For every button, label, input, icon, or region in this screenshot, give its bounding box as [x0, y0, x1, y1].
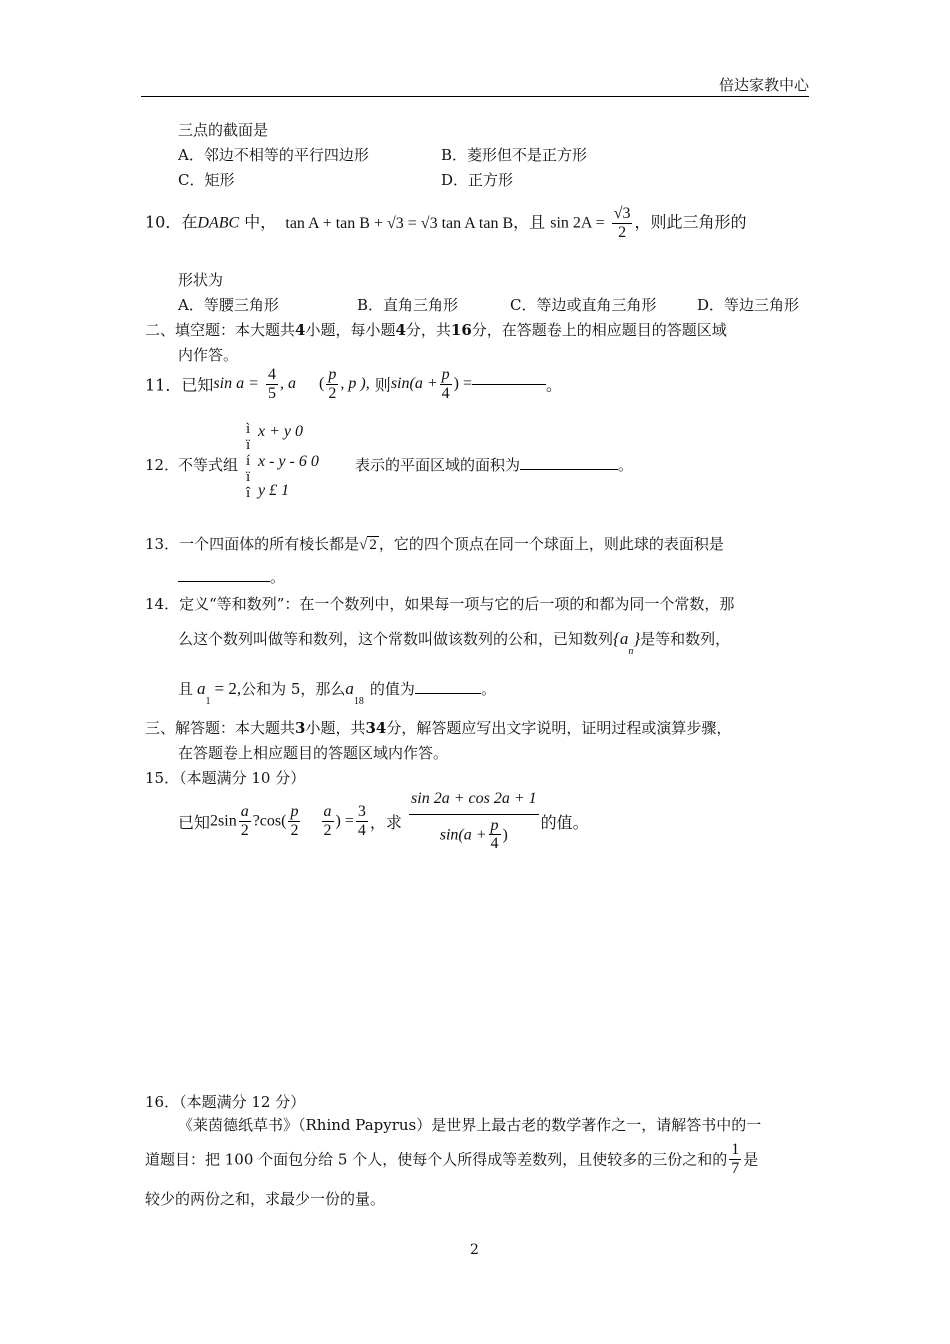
q12-end: 。 — [618, 456, 634, 474]
q14-a1: a — [197, 679, 206, 698]
q15-equals: ) = — [335, 812, 354, 830]
q10-fraction — [612, 205, 633, 241]
q13-radicand: 2 — [369, 537, 377, 553]
q15-frac-1 — [239, 803, 251, 839]
q10-sin-expr: sin 2A = — [550, 214, 605, 232]
q12-answer-blank[interactable] — [520, 469, 618, 470]
q11-pre: 已知 — [181, 375, 214, 395]
section3-total: 34 — [365, 719, 387, 737]
q13 — [145, 533, 724, 554]
q11-number: 11． — [145, 375, 182, 395]
q15-frac-4-num: 3 — [357, 803, 366, 821]
q15-ask: ，求 — [369, 812, 402, 832]
section2-text-c: 分，共 — [405, 321, 451, 339]
section2-text-a: 二、填空题：本大题共 — [145, 321, 296, 339]
q14-a1-value: = 2, — [214, 679, 242, 698]
q16-frac-den: 7 — [731, 1159, 740, 1177]
q15-frac-3 — [322, 803, 334, 839]
q15-frac-3-num: a — [323, 803, 332, 821]
q13-number: 13． — [145, 535, 180, 553]
q16-line2 — [145, 1141, 758, 1177]
q11-close: ) = — [453, 375, 472, 393]
section2-points: 4 — [395, 321, 406, 339]
q14-line3-a: 且 — [178, 680, 194, 698]
q11-paren: ( — [319, 375, 325, 393]
q9-option-c: C．矩形 — [178, 171, 235, 189]
section3-text-b: 小题，共 — [305, 719, 366, 737]
section2-text-b: 小题，每小题 — [305, 321, 396, 339]
q14-line3 — [178, 678, 496, 707]
q10-number: 10． — [145, 212, 182, 232]
q14-seq-sub: n — [628, 646, 634, 657]
q13-pre: 一个四面体的所有棱长都是 — [179, 535, 360, 553]
q11-frac-2-num: p — [328, 366, 337, 383]
q16-line1: 《莱茵德纸草书》（Rhind Papyrus）是世界上最古老的数学著作之一，请解答书中的一 — [178, 1116, 762, 1134]
q11 — [145, 366, 562, 402]
q14-seq-close: } — [633, 629, 641, 648]
q11-frac-2-den: 2 — [328, 384, 337, 402]
q11-alpha: , a — [279, 375, 296, 393]
q15-body — [178, 790, 589, 853]
section3-heading — [145, 717, 731, 738]
q11-then: 则 — [374, 375, 391, 395]
q14-a18-sub: 18 — [353, 696, 364, 707]
q12-brace: ì ï í ï î — [246, 421, 251, 501]
q10-option-c: C．等边或直角三角形 — [510, 296, 657, 314]
q12-post — [355, 454, 633, 475]
q14-a1-sub: 1 — [205, 696, 211, 707]
q14-end: 。 — [480, 680, 496, 698]
section3-text-c: 分，解答题应写出文字说明，证明过程或演算步骤， — [386, 719, 732, 737]
q12-post-text: 表示的平面区域的面积为 — [355, 456, 521, 474]
q10-triangle: DABC — [197, 214, 240, 232]
q10-option-d: D．等边三角形 — [697, 296, 800, 314]
section2-total: 16 — [450, 321, 472, 339]
q10-tail: ，则此三角形的 — [634, 212, 747, 232]
q16-fraction — [729, 1141, 741, 1177]
q9-option-d: D．正方形 — [441, 171, 514, 189]
q14-line3-c: 的值为 — [369, 680, 415, 698]
q10-and: ，且 — [513, 212, 546, 232]
q15-den-a: sin(a + — [439, 825, 487, 843]
q15-frac-1-num: a — [240, 803, 249, 821]
q16-line2-text: 道题目：把 100 个面包分给 5 个人，使每个人所得成等差数列，且使较多的三份之和的 — [145, 1150, 728, 1169]
section3-count: 3 — [295, 719, 306, 737]
section2-text-d: 分，在答题卷上的相应题目的答题区域 — [471, 321, 727, 339]
q15-den-frac-num: p — [490, 816, 499, 834]
q15-pre: 已知 — [178, 812, 211, 832]
q15-den-b: ) — [502, 825, 508, 843]
q14-number: 14． — [145, 595, 180, 613]
section2-heading — [145, 319, 727, 340]
q15-two-sin: 2sin — [210, 812, 237, 830]
q15-frac-2 — [288, 803, 300, 839]
q13-end: 。 — [270, 568, 286, 586]
q14-line2-end: 是等和数列， — [640, 630, 731, 648]
q14-line3-b: 公和为 5，那么 — [241, 680, 346, 698]
q15-head: 15．（本题满分 10 分） — [145, 769, 306, 787]
q12-number: 12． — [145, 456, 180, 474]
q14-line1-text: 定义“等和数列”：在一个数列中，如果每一项与它的后一项的和都为同一个常数，那 — [179, 595, 735, 613]
q10-line2: 形状为 — [178, 271, 224, 289]
q13-sqrt: √ 2 — [359, 537, 377, 553]
header-title: 倍达家教中心 — [718, 76, 809, 94]
q15-frac-4-den: 4 — [357, 821, 366, 839]
q15-big-denominator — [409, 815, 539, 853]
q10-stem — [145, 205, 747, 241]
q15-cos: ?cos( — [252, 812, 287, 830]
q11-sin: sin a = — [213, 375, 259, 393]
q14-line2 — [178, 628, 731, 657]
q14-line2-text: 么这个数列叫做等和数列，这个常数叫做该数列的公和，已知数列 — [178, 630, 614, 648]
q10-option-a: A．等腰三角形 — [178, 296, 279, 314]
q12-row3: y £ 1 — [258, 482, 290, 499]
q15-den-frac-den: 4 — [490, 835, 499, 853]
q15-big-fraction — [409, 790, 539, 853]
page-header — [141, 66, 809, 97]
q11-expr: sin(a + — [390, 375, 438, 393]
q14-line1 — [145, 593, 734, 614]
q10-pre: 在 — [181, 212, 198, 232]
page-number: 2 — [470, 1242, 479, 1258]
q10-frac-denominator: 2 — [618, 223, 627, 241]
q12-row1: x + y 0 — [258, 423, 303, 440]
q15-end: 的值。 — [540, 812, 589, 832]
q10-mid: 中， — [244, 212, 277, 232]
q9-stem-tail: 三点的截面是 — [178, 121, 269, 139]
q10-frac-numerator: √3 — [613, 205, 631, 222]
q11-frac-1-den: 5 — [267, 384, 276, 402]
q13-post: ，它的四个顶点在同一个球面上，则此球的表面积是 — [378, 535, 724, 553]
q12-pre: 不等式组 — [178, 456, 239, 474]
q11-frac-3-num: p — [441, 366, 450, 383]
q16-line3: 较少的两份之和，求最少一份的量。 — [145, 1190, 386, 1208]
q11-end: 。 — [545, 375, 562, 395]
q15-frac-1-den: 2 — [240, 821, 249, 839]
q15-frac-3-den: 2 — [323, 821, 332, 839]
q15-frac-4 — [356, 803, 368, 839]
q13-line2 — [178, 566, 285, 587]
q16-line2-end: 是 — [743, 1150, 759, 1169]
q14-a18: a — [345, 679, 354, 698]
section2-count: 4 — [295, 321, 306, 339]
q12-row2: x - y - 6 0 — [258, 453, 319, 470]
q10-equation: tan A + tan B + √3 = √3 tan A tan B — [285, 214, 514, 232]
q15-frac-2-den: 2 — [290, 821, 299, 839]
q11-frac-1-num: 4 — [267, 366, 276, 383]
q16-frac-num: 1 — [731, 1141, 740, 1158]
q11-frac-1 — [266, 366, 278, 402]
section2-line2: 内作答。 — [178, 346, 239, 364]
q11-interval: , p ), — [340, 375, 370, 393]
q15-frac-2-num: p — [290, 803, 299, 821]
q13-answer-blank[interactable] — [178, 581, 270, 582]
q14-seq: {a — [613, 629, 629, 648]
q9-option-a: A．邻边不相等的平行四边形 — [178, 146, 369, 164]
q10-option-b: B．直角三角形 — [357, 296, 459, 314]
section3-text-a: 三、解答题：本大题共 — [145, 719, 296, 737]
q9-option-b: B．菱形但不是正方形 — [441, 146, 588, 164]
q11-frac-2 — [326, 366, 338, 402]
q11-frac-3 — [440, 366, 452, 402]
q14-answer-blank[interactable] — [415, 693, 481, 694]
q11-answer-blank[interactable] — [472, 384, 546, 385]
q16-head: 16．（本题满分 12 分） — [145, 1093, 306, 1111]
q15-den-frac — [489, 817, 501, 853]
q15-big-numerator: sin 2a + cos 2a + 1 — [409, 790, 539, 815]
q11-frac-3-den: 4 — [441, 384, 450, 402]
section3-line2: 在答题卷上相应题目的答题区域内作答。 — [178, 744, 449, 762]
